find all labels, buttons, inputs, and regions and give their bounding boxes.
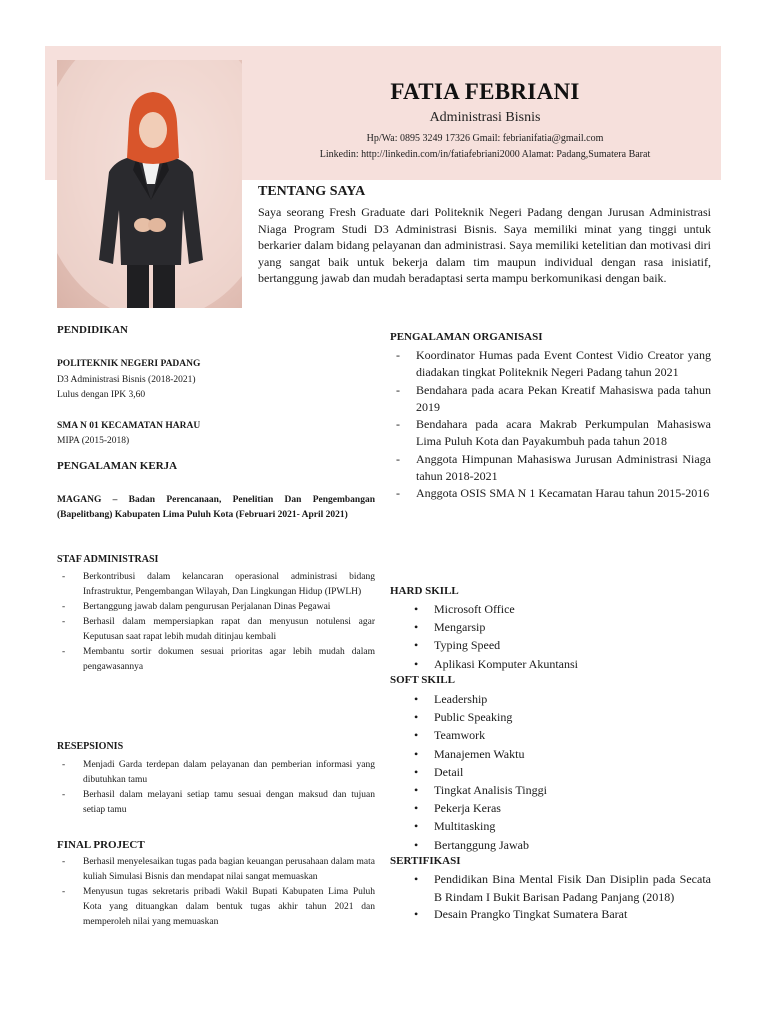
list-item: • Public Speaking xyxy=(390,708,711,726)
list-item: - Berhasil dalam mempersiapkan rapat dan menyusun notulensi agar Keputusan saat rapat lebih mudah ditinjau kembali xyxy=(57,615,375,645)
list-item: • Desain Prangko Tingkat Sumatera Barat xyxy=(390,906,711,924)
soft-skill-list xyxy=(390,690,711,854)
hard-skill-list xyxy=(390,600,711,673)
organization-list xyxy=(390,347,711,503)
list-item: - Anggota OSIS SMA N 1 Kecamatan Harau tahun 2015-2016 xyxy=(390,485,711,502)
list-item: - Menyusun tugas sekretaris pribadi Wakil Bupati Kabupaten Lima Puluh Kota yang dituangkan dalam bentuk tugas akhir tahun 2021 dan memperoleh nilai yang memuaskan xyxy=(57,885,375,930)
about-text: Saya seorang Fresh Graduate dari Politeknik Negeri Padang dengan Jurusan Administrasi Niaga Program Studi D3 Administrasi Bisnis. Saya memiliki minat yang tinggi untuk berkarier dalam bidang pelayanan dan administrasi. Saya memiliki ketelitian dan motivasi diri yang sangat baik untuk bekerja dalam tim maupun individual dengan rasa inisiatif, bertanggung jawab dan mudah beradaptasi serta mampu berkomunikasi dengan baik. xyxy=(258,205,711,286)
reception-list xyxy=(57,758,375,818)
contact-linkedin-address: Linkedin: http://linkedin.com/in/fatiafebriani2000 Alamat: Padang,Sumatera Barat xyxy=(319,149,651,160)
school-name: SMA N 01 KECAMATAN HARAU xyxy=(57,421,201,431)
list-item: • Leadership xyxy=(390,690,711,708)
list-item: • Manajemen Waktu xyxy=(390,745,711,763)
list-item: - Koordinator Humas pada Event Contest Vidio Creator yang diadakan tingkat Politeknik Negeri Padang tahun 2021 xyxy=(390,347,711,382)
education-school-2 xyxy=(57,419,200,434)
list-item: • Pendidikan Bina Mental Fisik Dan Disiplin pada Secata B Rindam I Bukit Barisan Padang Panjang (2018) xyxy=(390,871,711,906)
list-item: - Berhasil menyelesaikan tugas pada bagian keuangan perusahaan dalam mata kuliah Simulasi Bisnis dan mendapat nilai sangat memuaskan xyxy=(57,855,375,885)
list-item: - Bendahara pada acara Pekan Kreatif Mahasiswa pada tahun 2019 xyxy=(390,382,711,417)
staff-admin-list xyxy=(57,570,375,675)
education-program-2: MIPA (2015-2018) xyxy=(57,436,130,446)
list-item: • Tingkat Analisis Tinggi xyxy=(390,781,711,799)
list-item: - Bertanggung jawab dalam pengurusan Perjalanan Dinas Pegawai xyxy=(57,600,375,615)
organization-heading: PENGALAMAN ORGANISASI xyxy=(390,331,543,343)
list-item: • Mengarsip xyxy=(390,618,711,636)
hard-skill-heading: HARD SKILL xyxy=(390,585,459,597)
list-item: - Berhasil dalam melayani setiap tamu sesuai dengan maksud dan tujuan setiap tamu xyxy=(57,788,375,818)
reception-heading: RESEPSIONIS xyxy=(57,741,124,752)
list-item: - Menjadi Garda terdepan dalam pelayanan dan pemberian informasi yang dibutuhkan tamu xyxy=(57,758,375,788)
education-program-1: D3 Administrasi Bisnis (2018-2021) xyxy=(57,375,196,385)
list-item: • Multitasking xyxy=(390,817,711,835)
list-item: • Teamwork xyxy=(390,726,711,744)
person-name: FATIA FEBRIANI xyxy=(390,79,580,104)
staff-admin-heading: STAF ADMINISTRASI xyxy=(57,554,159,565)
education-gpa: Lulus dengan IPK 3,60 xyxy=(57,390,146,400)
list-item: • Aplikasi Komputer Akuntansi xyxy=(390,655,711,673)
about-heading: TENTANG SAYA xyxy=(258,184,366,199)
contact-phone-email: Hp/Wa: 0895 3249 17326 Gmail: febrianifatia@gmail.com xyxy=(366,133,604,144)
list-item: - Anggota Himpunan Mahasiswa Jurusan Administrasi Niaga tahun 2018-2021 xyxy=(390,451,711,486)
internship-title: MAGANG – Badan Perencanaan, Penelitian Dan Pengembangan (Bapelitbang) Kabupaten Lima Puluh Kota (Februari 2021- April 2021) xyxy=(57,495,375,520)
list-item: - Bendahara pada acara Makrab Perkumpulan Mahasiswa Lima Puluh Kota dan Payakumbuh pada tahun 2018 xyxy=(390,416,711,451)
education-heading: PENDIDIKAN xyxy=(57,324,128,336)
job-title: Administrasi Bisnis xyxy=(429,110,541,125)
soft-skill-heading: SOFT SKILL xyxy=(390,674,455,686)
profile-photo xyxy=(57,60,242,308)
final-project-heading: FINAL PROJECT xyxy=(57,839,145,851)
work-heading: PENGALAMAN KERJA xyxy=(57,460,178,472)
list-item: • Bertanggung Jawab xyxy=(390,836,711,854)
list-item: • Microsoft Office xyxy=(390,600,711,618)
list-item: • Pekerja Keras xyxy=(390,799,711,817)
list-item: • Detail xyxy=(390,763,711,781)
list-item: - Membantu sortir dokumen sesuai prioritas agar lebih mudah dalam pengawasannya xyxy=(57,645,375,675)
final-project-list xyxy=(57,855,375,930)
school-name: POLITEKNIK NEGERI PADANG xyxy=(57,359,201,369)
list-item: • Typing Speed xyxy=(390,636,711,654)
certification-heading: SERTIFIKASI xyxy=(390,855,461,867)
list-item: - Berkontribusi dalam kelancaran operasional administrasi bidang Infrastruktur, Pengembangan Wilayah, Dan Lingkungan Hidup (IPWLH) xyxy=(57,570,375,600)
portrait-illustration xyxy=(57,60,242,308)
education-school-1 xyxy=(57,357,200,372)
certification-list xyxy=(390,871,711,924)
